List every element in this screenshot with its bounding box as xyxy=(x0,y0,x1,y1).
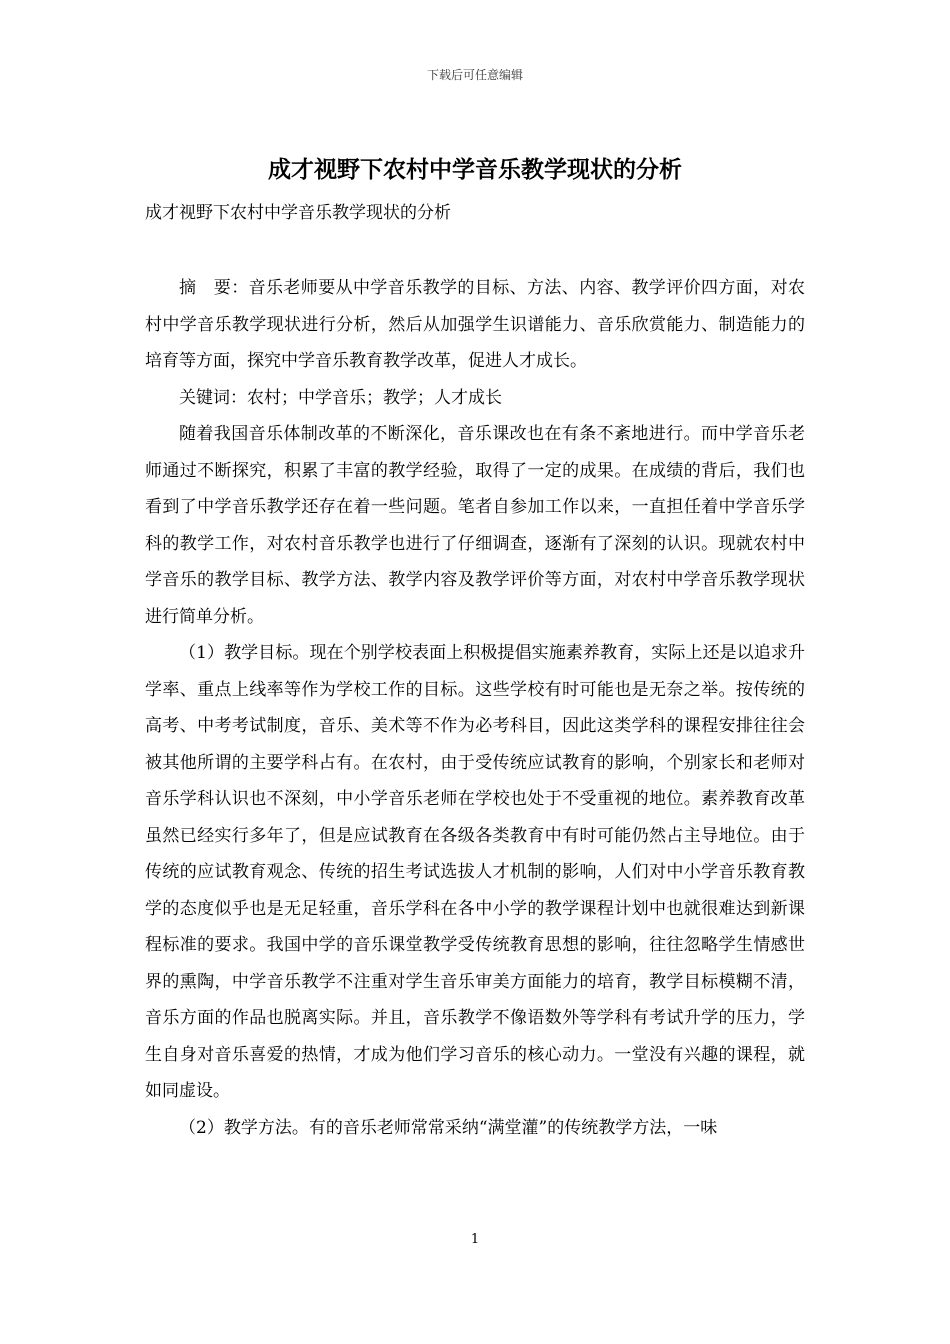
body-paragraph: 随着我国音乐体制改革的不断深化，音乐课改也在有条不紊地进行。而中学音乐老师通过不断探究，积累了丰富的教学经验，取得了一定的成果。在成绩的背后，我们也看到了中学音乐教学还存在着一些问题。笔者自参加工作以来，一直担任着中学音乐学科的教学工作，对农村音乐教学也进行了仔细调查，逐渐有了深刻的认识。现就农村中学音乐的教学目标、教学方法、教学内容及教学评价等方面，对农村中学音乐教学现状进行简单分析。 xyxy=(145,424,805,627)
document-title: 成才视野下农村中学音乐教学现状的分析 xyxy=(268,156,682,183)
keywords-paragraph: 关键词：农村；中学音乐；教学；人才成长 xyxy=(179,387,502,408)
document-subtitle: 成才视野下农村中学音乐教学现状的分析 xyxy=(145,203,451,223)
body-paragraph: （1）教学目标。现在个别学校表面上积极提倡实施素养教育，实际上还是以追求升学率、重点上线率等作为学校工作的目标。这些学校有时可能也是无奈之举。按传统的高考、中考考试制度，音乐、美术等不作为必考科目，因此这类学科的课程安排往往会被其他所谓的主要学科占有。在农村，由于受传统应试教育的影响，个别家长和老师对音乐学科认识也不深刻，中小学音乐老师在学校也处于不受重视的地位。素养教育改革虽然已经实行多年了，但是应试教育在各级各类教育中有时可能仍然占主导地位。由于传统的应试教育观念、传统的招生考试选拔人才机制的影响，人们对中小学音乐教育教学的态度似乎也是无足轻重，音乐学科在各中小学的教学课程计划中也就很难达到新课程标准的要求。我国中学的音乐课堂教学受传统教育思想的影响，往往忽略学生情感世界的熏陶，中学音乐教学不注重对学生音乐审美方面能力的培育，教学目标模糊不清，音乐方面的作品也脱离实际。并且，音乐教学不像语数外等学科有考试升学的压力，学生自身对音乐喜爱的热情，才成为他们学习音乐的核心动力。一堂没有兴趣的课程，就如同虚设。 xyxy=(145,643,805,1101)
document-body xyxy=(145,270,805,1146)
abstract-paragraph: 摘 要：音乐老师要从中学音乐教学的目标、方法、内容、教学评价四方面，对农村中学音乐教学现状进行分析，然后从加强学生识谱能力、音乐欣赏能力、制造能力的培育等方面，探究中学音乐教育教学改革，促进人才成长。 xyxy=(145,278,805,371)
page-header-note: 下载后可任意编辑 xyxy=(426,68,523,82)
body-paragraph: （2）教学方法。有的音乐老师常常采纳“满堂灌”的传统教学方法，一味 xyxy=(179,1117,718,1138)
page-number: 1 xyxy=(470,1232,480,1247)
